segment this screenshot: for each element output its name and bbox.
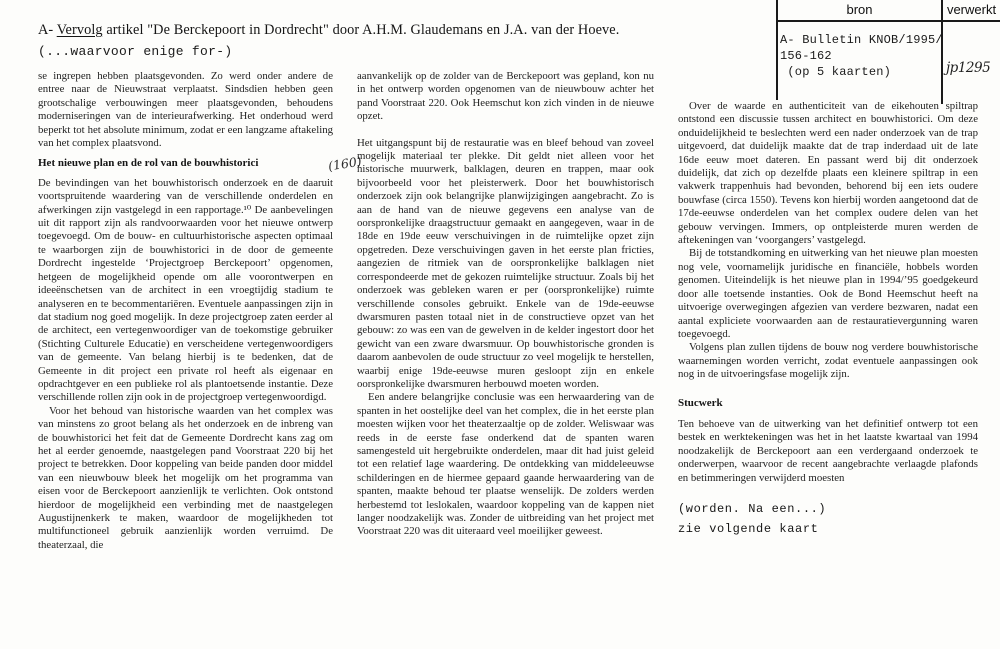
- section-heading: Stucwerk: [678, 396, 723, 409]
- verwerkt-column-header: verwerkt: [946, 2, 997, 17]
- paragraph: Over de waarde en authenticiteit van de eikehouten spiltrap ontstond een discussie tussen architect en bouwhistorici. Om deze onduidelijkheid te beslechten werd een nader onderzoek van de trap uitgevoerd, dat duidelijk maakte dat de trap inderdaad uit de late 16de eeuw moet dateren. En passant werd bij dit onderzoek duidelijk, dat zich op dezelfde plaats een kleinere spiltrap in een vakwerk trappenhuis had bevonden, behorend bij een iets oudere bouwfase (circa 1550). Tevens kon hierbij worden aangetoond dat de 17de-eeuwse onderdelen van het complex oudere delen van het gebouw vervingen. Immers, op ontpleisterde muren werden de aftekeningen van ‘voorgangers’ vastgelegd.: [678, 100, 978, 247]
- typed-end-note-line-2: zie volgende kaart: [678, 521, 819, 536]
- source-box: [776, 0, 1000, 106]
- paragraph: Bij de totstandkoming en uitwerking van het nieuwe plan moesten nog vele, voornamelijk juridische en financiële, hobbels worden genomen. Uiteindelijk is het nieuwe plan in 1994/’95 goedgekeurd door alle toetsende instanties. Ook de Bond Heemschut heeft na uitvoerige overwegingen afgezien van verdere bezwaren, nadat een aantal expliciete voorwaarden aan de restauratievergunning waren toegevoegd.: [678, 247, 978, 340]
- paragraph: aanvankelijk op de zolder van de Berckepoort was gepland, kon nu in het ontwerp worden opgenomen van de nieuwbouw achter het pand Voorstraat 220. Ook Heemschut kon zich vinden in de nieuwe opzet.: [357, 70, 654, 123]
- header-prefix: A-: [38, 22, 57, 38]
- margin-page-note: (160): [327, 153, 363, 174]
- paragraph: se ingrepen hebben plaatsgevonden. Zo werd onder andere de entree naar de Nieuwstraat verplaatst. Sindsdien hebben geen grootschalige verbouwingen meer plaatsgevonden, behoudens moderniseringen van de interieurafwerking. Het onderhoud werd beperkt tot het absolute minimum, zodat er een langzame aftakeling van het complex plaatsvond.: [38, 70, 333, 150]
- source-box-header-rule: [776, 20, 1000, 22]
- paragraph: Volgens plan zullen tijdens de bouw nog verdere bouwhistorische waarnemingen worden verricht, zodat eventuele aanpassingen ook nog in de uitvoeringsfase mogelijk zijn.: [678, 341, 978, 381]
- text-column-2: [357, 70, 654, 539]
- header-continuation-note: (...waarvoor enige for-): [38, 44, 233, 59]
- header-vervolg-underlined: Vervolg: [56, 22, 103, 38]
- paragraph: Voor het behoud van historische waarden van het complex was van minstens zo groot belang als het onderzoek en de inbreng van de bouwhistorici het feit dat de Gemeente Dordrecht kans zag om het al eerder genoemde, naastgelegen pand Voorstraat 220 bij het project te betrekken. Door koppeling van beide panden door middel van een nieuwbouw bleek het mogelijk om het programma van eisen voor de Berckepoort aanzienlijk te verlichten. Ook ontstond hierdoor de mogelijkheid een verbinding met de naastgelegen Augustijnenkerk te maken, waardoor de mogelijkheden tot multifunctioneel gebruik aanzienlijk worden verruimd. De theaterzaal, die: [38, 404, 333, 551]
- article-header-line: [38, 22, 698, 39]
- verwerkt-code: jp1295: [946, 60, 991, 76]
- source-reference: [780, 32, 943, 80]
- bron-column-header: bron: [846, 2, 873, 17]
- paragraph: De bevindingen van het bouwhistorisch onderzoek en de daaruit voortspruitende waardering van de verschillende onderdelen en afwerkingen zijn vastgelegd in een rapportage.¹⁰ De aanbevelingen uit dit rapport zijn als randvoorwaarden voor het nieuwe ontwerp toegevoegd. Om de bouw- en cultuurhistorische aspecten optimaal te waarborgen zijn de bouwhistorici in de door de gemeente Dordrecht ingestelde ‘Projectgroep Berckepoort’ opgenomen, hetgeen de mogelijkheid opende om alle voorontwerpen en ideeënschetsen van de architect in een vroegtijdig stadium te analyseren en te becommentariëren. Eventuele aanpassingen zijn in dat stadium nog goed mogelijk. In deze projectgroep zaten eerder al de architect, een vertegenwoordiger van de toekomstige gebruiker (Stichting Culturele Educatie) en verscheidene vertegenwoordigers van de gemeente. Van belang hierbij is te bedenken, dat de Gemeente in dit project een private rol heeft als eigenaar en opdrachtgever en een publieke rol als plantoetsende instantie. Deze verschillende rollen zijn ook in de projectgroep vertegenwoordigd.: [38, 176, 333, 404]
- source-line-2: 156-162: [780, 49, 832, 63]
- text-column-1: [38, 70, 333, 552]
- typed-end-note: [678, 499, 978, 539]
- paragraph: Het uitgangspunt bij de restauratie was en bleef behoud van zoveel mogelijk materiaal ter plekke. Dit geldt niet alleen voor het historische muurwerk, balklagen, deuren en trappen, maar ook bijvoorbeeld voor het pleisterwerk. Door het bouwhistorisch onderzoek zijn ook belangrijke planwijzigingen aangebracht. Zo is aan de hand van de nieuwe gegevens een analyse van de oorspronkelijke draagstructuur gemaakt en aangegeven, waar in de 18de en 19de eeuw verschuivingen in de ruimtelijke opzet zijn opgetreden. Deze verschuivingen gaven in het eerste plan fricties, aangezien de ritmiek van de oorspronkelijke balklagen niet correspondeerde met de gekozen ruimtelijke structuur. Zoals bij het onderzoek was gebleken waren er per (oorspronkelijke) ruimte verschillende consoles gebruikt. Enkele van de 19de-eeuwse dwarsmuren pasten totaal niet in de constructieve opzet van het gebouw: zo was een van de gewelven in de kelder ingestort door het gewicht van een zware dwarsmuur. Op bouwhistorische gronden is daarom aanbevolen de oude structuur zo veel mogelijk te herstellen, waarbij enige 19de-eeuwse muren gesloopt zijn en enkele oorspronkelijke dwarsmuren herbouwd moeten worden.: [357, 136, 654, 390]
- header-title-rest: artikel "De Berckepoort in Dordrecht" door A.H.M. Glaudemans en J.A. van der Hoeve.: [102, 22, 620, 38]
- text-column-3: [678, 100, 978, 539]
- paragraph: Ten behoeve van de uitwerking van het definitief ontwerp tot een bestek en werktekeningen was het in het laatste kwartaal van 1994 noodzakelijk de Berckepoort aan een verdergaand onderzoek te onderwerpen, waarvoor de recent aangebrachte verlaagde plafonds en betimmeringen verwijderd moesten: [678, 417, 978, 484]
- typed-end-note-line-1: (worden. Na een...): [678, 501, 827, 516]
- source-line-3: (op 5 kaarten): [780, 65, 892, 79]
- paragraph: Een andere belangrijke conclusie was een herwaardering van de spanten in het oostelijke deel van het complex, die in het eerste plan moesten wijken voor het theaterzaaltje op de zolder. Weliswaar was reeds in de eerste fase onderkend dat de spanten waren samengesteld uit hergebruikte onderdelen, maar dit had juist geleid tot een relatief lage waardering. De ontdekking van middeleeuwse schilderingen en de hiermee gepaard gaande herwaardering van de spanten, maakte behoud ter plaatse wenselijk. De zolders werden herbestemd tot leslokalen, waardoor koppeling van de kappen niet langer noodzakelijk was. Zonder de uitbreiding van het project met Voorstraat 220 was dit uiteraard veel moeilijker geweest.: [357, 391, 654, 538]
- section-heading: Het nieuwe plan en de rol van de bouwhistorici: [38, 157, 259, 170]
- source-line-1: A- Bulletin KNOB/1995/: [780, 33, 943, 47]
